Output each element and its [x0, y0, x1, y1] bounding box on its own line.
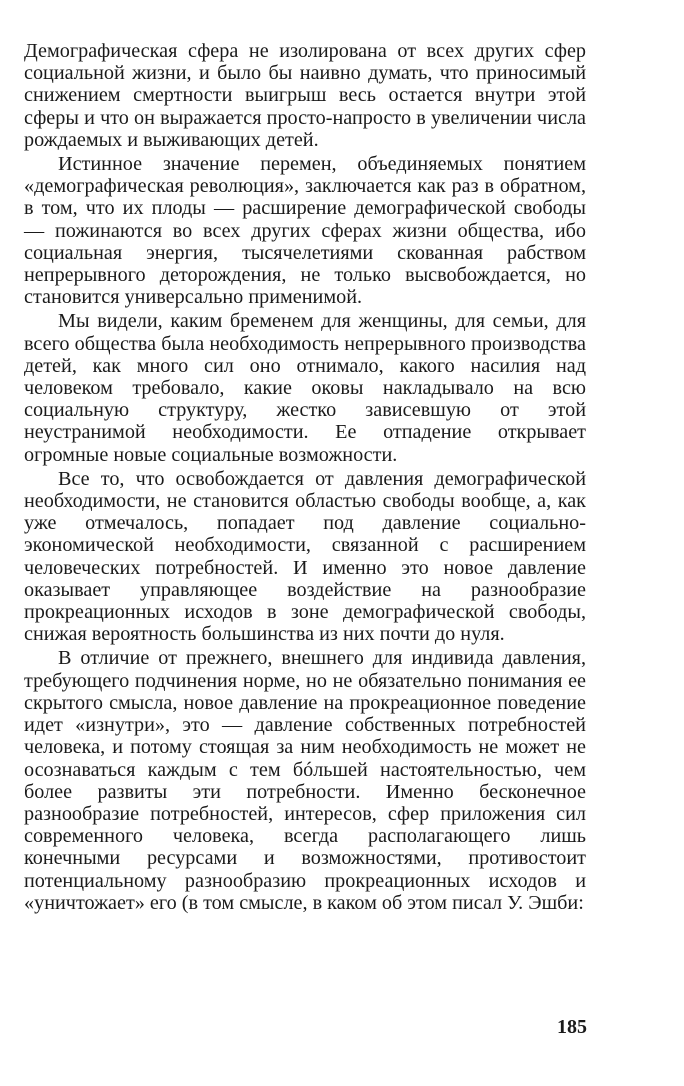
paragraph-3: Мы видели, каким бременем для женщины, для семьи, для всего общества была необходимость непрерывного производства детей, как много сил оно отнимало, какого насилия над человеком требовало, какие оковы накладывало на всю социальную структуру, жестко зависевшую от этой неустранимой необходимости. Ее отпадение открывает огромные новые социальные возможности. — [24, 310, 586, 466]
paragraph-4: Все то, что освобождается от давления демографической необходимости, не становится областью свободы вообще, а, как уже отмечалось, попадает под давление социально-экономической необходимости, связанной с расширением человеческих потребностей. И именно это новое давление оказывает управляющее воздействие на разнообразие прокреационных исходов в зоне демографической свободы, снижая вероятность большинства из них почти до нуля. — [24, 467, 586, 646]
paragraph-5: В отличие от прежнего, внешнего для индивида давления, требующего подчинения норме, но не обязательно понимания ее скрытого смысла, новое давление на прокреационное поведение идет «изнутри», это — давление собственных потребностей человека, и потому стоящая за ним необходимость не может не осознаваться каждым с тем бóльшей настоятельностью, чем более развиты эти потребности. Именно бесконечное разнообразие потребностей, интересов, сфер приложения сил современного человека, всегда располагающего лишь конечными ресурсами и возможностями, противостоит потенциальному разнообразию прокреационных исходов и «уничтожает» его (в том смысле, в каком об этом писал У. Эшби: — [24, 647, 586, 914]
paragraph-1: Демографическая сфера не изолирована от всех других сфер социальной жизни, и было бы наивно думать, что приносимый снижением смертности выигрыш весь остается внутри этой сферы и что он выражается просто-напросто в увеличении числа рождаемых и выживающих детей. — [24, 40, 586, 151]
page-number: 185 — [557, 1016, 587, 1038]
paragraph-2: Истинное значение перемен, объединяемых понятием «демографическая революция», заключается как раз в обратном, в том, что их плоды — расширение демографической свободы — пожинаются во всех других сферах жизни общества, ибо социальная энергия, тысячелетиями скованная рабством непрерывного деторождения, не только высвобождается, но становится универсально применимой. — [24, 153, 586, 309]
page-text-column — [24, 40, 586, 916]
